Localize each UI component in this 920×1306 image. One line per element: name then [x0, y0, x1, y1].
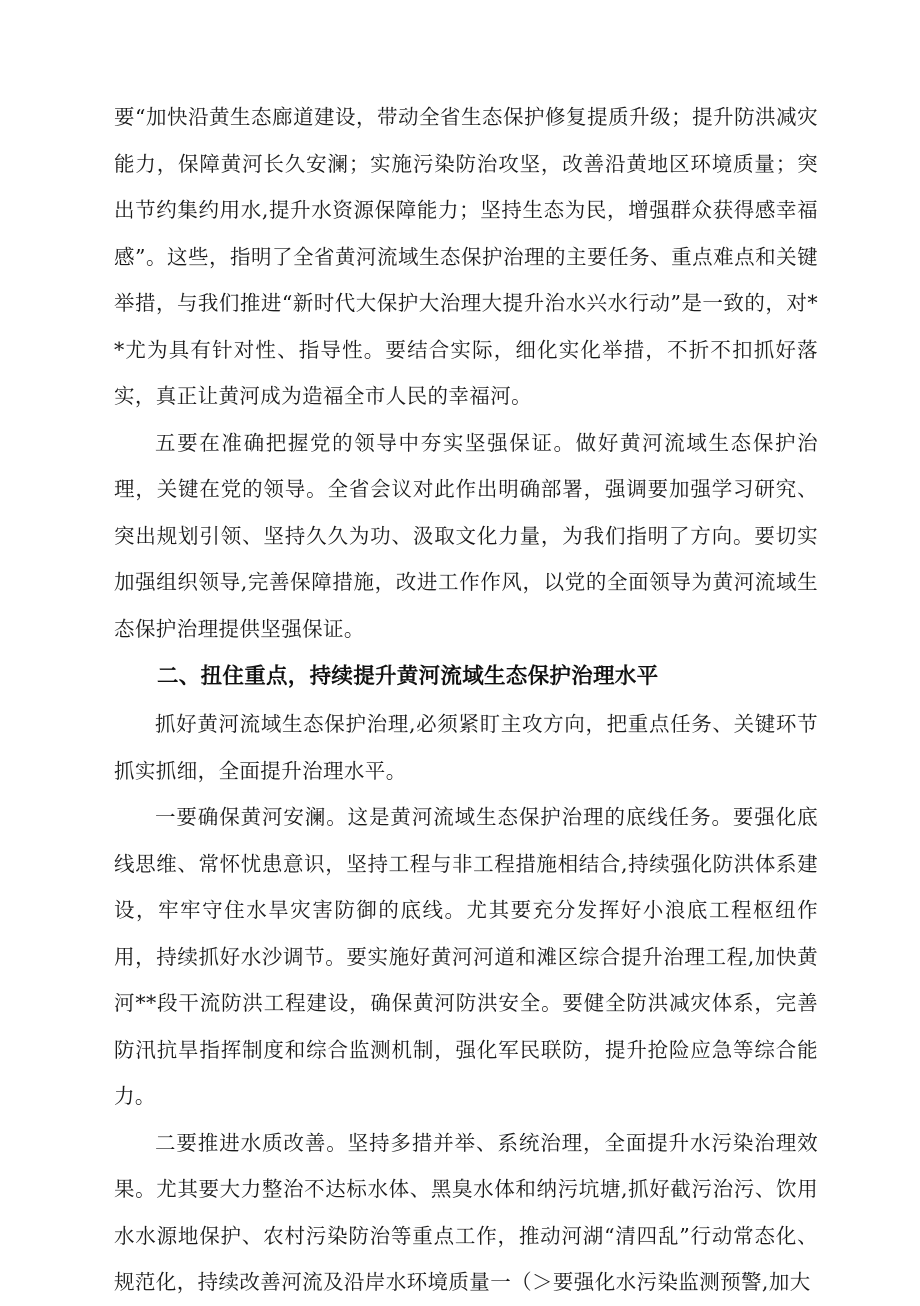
body-paragraph-1: 要“加快沿黄生态廊道建设，带动全省生态保护修复提质升级；提升防洪减灾能力，保障黄河长久安澜；实施污染防治攻坚，改善沿黄地区环境质量；突出节约集约用水,提升水资源保障能力；坚持生态为民，增强群众获得感幸福感”。这些，指明了全省黄河流域生态保护治理的主要任务、重点难点和关键举措，与我们推进“新时代大保护大治理大提升治水兴水行动”是一致的，对**尤为具有针对性、指导性。要结合实际，细化实化举措，不折不扣抓好落实，真正让黄河成为造福全市人民的幸福河。: [114, 105, 818, 408]
body-paragraph-3: 抓好黄河流域生态保护治理,必须紧盯主攻方向，把重点任务、关键环节抓实抓细，全面提升治理水平。: [114, 712, 818, 783]
body-paragraph-4: 一要确保黄河安澜。这是黄河流域生态保护治理的底线任务。要强化底线思维、常怀忧患意识，坚持工程与非工程措施相结合,持续强化防洪体系建设，牢牢守住水旱灾害防御的底线。尤其要充分发挥好小浪底工程枢纽作用，持续抓好水沙调节。要实施好黄河河道和滩区综合提升治理工程,加快黄河**段干流防洪工程建设，确保黄河防洪安全。要健全防洪减灾体系，完善防汛抗旱指挥制度和综合监测机制，强化军民联防，提升抢险应急等综合能力。: [114, 805, 818, 1108]
body-paragraph-5: 二要推进水质改善。坚持多措并举、系统治理，全面提升水污染治理效果。尤其要大力整治不达标水体、黑臭水体和纳污坑塘,抓好截污治污、饮用水水源地保护、农村污染防治等重点工作，推动河湖“清四乱”行动常态化、规范化，持续改善河流及沿岸水环境质量一（＞要强化水污染监测预警,加大: [114, 1130, 818, 1294]
section-heading: 二、扭住重点，持续提升黄河流域生态保护治理水平: [157, 664, 659, 689]
body-paragraph-2: 五要在准确把握党的领导中夯实坚强保证。做好黄河流域生态保护治理，关键在党的领导。全省会议对此作出明确部署，强调要加强学习研究、突出规划引领、坚持久久为功、汲取文化力量，为我们指明了方向。要切实加强组织领导,完善保障措施，改进工作作风，以党的全面领导为黄河流域生态保护治理提供坚强保证。: [114, 430, 818, 641]
